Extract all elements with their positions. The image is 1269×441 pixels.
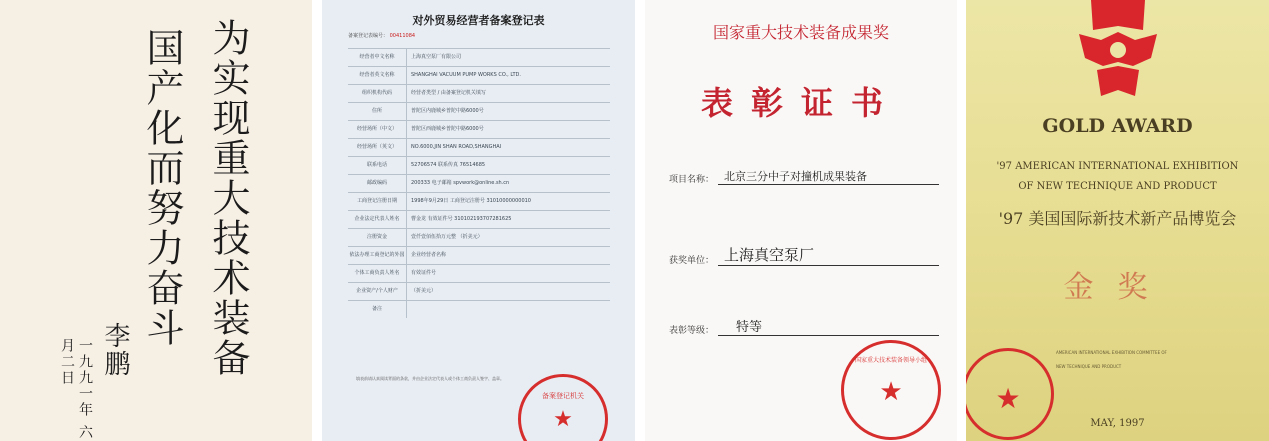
award-subtitle-line1: '97 AMERICAN INTERNATIONAL EXHIBITION <box>996 161 1239 172</box>
form-row-value: 普陀区内鹿城乡普陀中路6000号 <box>411 108 484 114</box>
calligraphy-date: 一九九一年 六月二日 <box>59 338 93 441</box>
form-row-value: 1998年9月29日 工商登记注册号 31010000000010 <box>411 198 531 204</box>
form-row-key: 企业法定代表人姓名 <box>348 211 407 228</box>
form-row-key: 经营场所（英文） <box>348 139 407 156</box>
official-seal <box>518 374 608 441</box>
form-row-key: 备注 <box>348 301 407 318</box>
form-row-value: 壹仟壹佰伍拾万元整 （折美元） <box>411 234 483 240</box>
form-row-value: 有效证件号 <box>411 270 437 276</box>
form-row-value <box>407 301 610 318</box>
form-row-value: （折美元） <box>411 288 437 294</box>
form-footer: 填表前请认真阅读背面的条款，并由企业法定代表人或个体工商负责人签字、盖章。 <box>356 376 504 381</box>
form-row-value: SHANGHAI VACUUM PUMP WORKS CO., LTD. <box>411 72 521 78</box>
form-row-key: 个体工商负责人姓名 <box>348 265 407 282</box>
certificate-panel <box>645 0 957 441</box>
form-row <box>348 120 610 138</box>
form-row <box>348 84 610 102</box>
form-row-key: 注册资金 <box>348 229 407 246</box>
form-row-key: 工商登记注册日期 <box>348 193 407 210</box>
certificate-seal <box>841 340 941 440</box>
form-row <box>348 210 610 228</box>
form-row-value: NO.6000,JIN SHAN ROAD,SHANGHAI <box>411 144 502 150</box>
form-row-key: 组织机构代码 <box>348 85 407 102</box>
form-row-key: 依法办理工商登记的外国 <box>348 247 407 264</box>
certificate-seal-star-icon: ★ <box>879 376 903 407</box>
certificate-project-row <box>669 168 939 185</box>
form-row-value: 曹金龙 有效证件号 310102193707281625 <box>411 216 512 222</box>
certificate-award-title: 国家重大技术装备成果奖 <box>712 23 889 42</box>
award-committee-line1: AMERICAN INTERNATIONAL EXHIBITION COMMITTEE OF <box>1056 350 1167 355</box>
form-row <box>348 156 610 174</box>
form-row <box>348 138 610 156</box>
form-row <box>348 228 610 246</box>
grade-label: 表彰等级： <box>669 326 715 336</box>
unit-value: 上海真空泵厂 <box>718 244 939 266</box>
form-row-key: 邮政编码 <box>348 175 407 192</box>
eagle-emblem-icon <box>1071 0 1165 100</box>
project-value: 北京三分中子对撞机成果装备 <box>718 168 939 185</box>
form-row <box>348 174 610 192</box>
gold-prize-text: 金奖 <box>1063 270 1172 305</box>
form-title: 对外贸易经营者备案登记表 <box>412 14 545 27</box>
form-row-key: 联系电话 <box>348 157 407 174</box>
calligraphy-signature: 李鹏 <box>100 322 130 378</box>
calligraphy-right-column: 为实现重大技术装备 <box>206 18 250 378</box>
certificate-heading: 表彰证书 <box>700 84 901 122</box>
form-row-value: 普陀区西鹿城乡普陀中路6000号 <box>411 126 484 132</box>
seal-star-icon: ★ <box>553 407 573 433</box>
seal-text: 备案登记机关 <box>542 392 584 400</box>
calligraphy-left-column: 国产化而努力奋斗 <box>140 28 184 348</box>
award-seal-star-icon: ★ <box>995 381 1021 415</box>
form-row-key: 经营者中文名称 <box>348 49 407 66</box>
form-row-value: 企业经营者名称 <box>411 252 447 258</box>
form-row-value: 200333 电子邮箱 spvwork@online.sh.cn <box>411 180 510 186</box>
form-row <box>348 192 610 210</box>
form-row-value: 上海真空泵厂有限公司 <box>411 54 462 60</box>
form-row <box>348 264 610 282</box>
award-date: MAY, 1997 <box>1090 418 1145 429</box>
form-row-value: 经营者类型 / 由备案登记机关填写 <box>411 90 486 96</box>
form-row <box>348 300 610 318</box>
form-row-key: 经营场所（中文） <box>348 121 407 138</box>
award-committee-line2: NEW TECHNIQUE AND PRODUCT <box>1056 364 1122 369</box>
form-row-key: 经营者英文名称 <box>348 67 407 84</box>
form-row <box>348 66 610 84</box>
form-table <box>348 48 610 318</box>
award-title: GOLD AWARD <box>1042 115 1193 137</box>
registration-form-panel <box>322 0 635 441</box>
form-row-value: 52706574 联系传真 76514685 <box>411 162 486 168</box>
grade-value: 特等 <box>718 316 939 336</box>
gold-award-panel <box>966 0 1269 441</box>
award-subtitle <box>966 157 1269 197</box>
award-subtitle-line2: OF NEW TECHNIQUE AND PRODUCT <box>1018 181 1217 192</box>
project-label: 项目名称： <box>669 175 715 185</box>
form-number <box>348 32 415 39</box>
form-number-value: 00411084 <box>389 33 416 39</box>
form-row-key: 住所 <box>348 103 407 120</box>
form-number-label: 备案登记表编号： <box>348 33 389 39</box>
award-chinese-line: '97 美国国际新技术新产品博览会 <box>998 209 1237 228</box>
calligraphy-panel <box>0 0 312 441</box>
certificate-grade-row <box>669 316 939 336</box>
unit-label: 获奖单位： <box>669 256 715 266</box>
certificate-unit-row <box>669 244 939 266</box>
form-row <box>348 102 610 120</box>
form-row <box>348 48 610 66</box>
form-row-key: 企业资产/个人财产 <box>348 283 407 300</box>
form-row <box>348 282 610 300</box>
certificate-seal-text: 国家重大技术装备领导小组 <box>854 357 927 364</box>
form-row <box>348 246 610 264</box>
